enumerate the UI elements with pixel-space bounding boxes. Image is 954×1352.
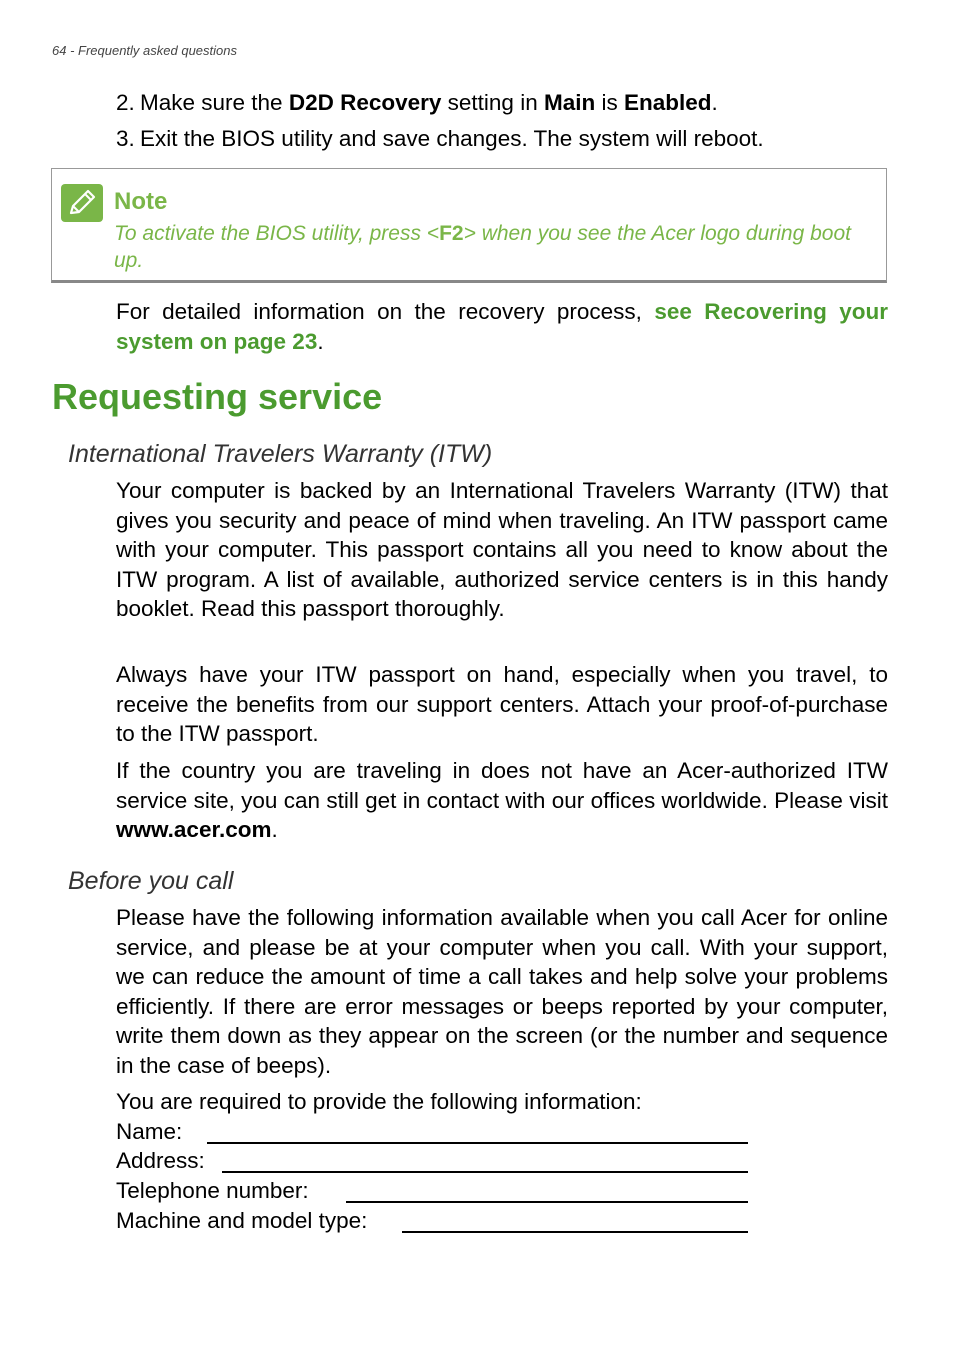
- note-box: [51, 168, 887, 283]
- note-key: F2: [439, 222, 464, 245]
- before-call-paragraph: Please have the following information available when you call Acer for online service, and please be at your computer when you call. With your support, we can reduce the amount of time a call takes and help solve your problems efficiently. If there are error messages or beeps reported by your computer, write them down as they appear on the screen (or the number and sequence in the case of beeps).: [116, 905, 888, 1078]
- pencil-icon: [61, 184, 103, 222]
- field-telephone-label: Telephone number:: [116, 1178, 309, 1203]
- step-text: Make sure the: [140, 90, 289, 115]
- field-machine-blank[interactable]: [402, 1231, 748, 1233]
- step-2: [116, 88, 896, 118]
- step-text: is: [595, 90, 624, 115]
- recovery-link[interactable]: see Recovering your system on page 23: [116, 299, 888, 354]
- acer-website-link[interactable]: www.acer.com: [116, 817, 272, 843]
- step-number: 2.: [116, 90, 135, 115]
- recovery-paragraph: For detailed information on the recovery process, see Recovering your system on page 23.: [116, 299, 888, 354]
- field-address-label: Address:: [116, 1148, 205, 1173]
- field-address-blank[interactable]: [222, 1171, 748, 1173]
- itw-paragraph-1: Your computer is backed by an International Travelers Warranty (ITW) that gives you security and peace of mind when traveling. An ITW passport came with your computer. This passport contains all you need to know about the ITW program. A list of available, authorized service centers is in this handy booklet. Read this passport thoroughly.: [116, 478, 888, 622]
- step-text: .: [711, 90, 718, 115]
- itw-paragraph-3: If the country you are traveling in does not have an Acer-authorized ITW service site, you can still get in contact with our offices worldwide. Please visit www.acer.com.: [116, 758, 888, 843]
- step-text: setting in: [441, 90, 544, 115]
- section-title: Requesting service: [52, 376, 383, 417]
- page-header: 64 - Frequently asked questions: [52, 43, 237, 58]
- field-machine-label: Machine and model type:: [116, 1208, 368, 1233]
- itw-heading: International Travelers Warranty (ITW): [68, 440, 493, 468]
- bold-term: Main: [543, 90, 596, 115]
- bold-term: D2D Recovery: [288, 90, 442, 115]
- info-intro: You are required to provide the following information:: [116, 1089, 642, 1114]
- field-name-label: Name:: [116, 1119, 183, 1144]
- field-telephone-blank[interactable]: [346, 1201, 748, 1203]
- itw-paragraph-2: Always have your ITW passport on hand, especially when you travel, to receive the benefits from our support centers. Attach your proof-of-purchase to the ITW passport.: [116, 662, 888, 747]
- before-call-heading: Before you call: [68, 867, 234, 895]
- step-number: 3.: [116, 126, 135, 151]
- bold-term: Enabled: [624, 90, 712, 115]
- step-text: Exit the BIOS utility and save changes. The system will reboot.: [140, 126, 764, 151]
- note-title: Note: [114, 188, 168, 215]
- field-name-blank[interactable]: [207, 1142, 748, 1144]
- note-text: To activate the BIOS utility, press <F2> when you see the Acer logo during boot up.: [114, 222, 851, 272]
- step-3: [116, 124, 896, 154]
